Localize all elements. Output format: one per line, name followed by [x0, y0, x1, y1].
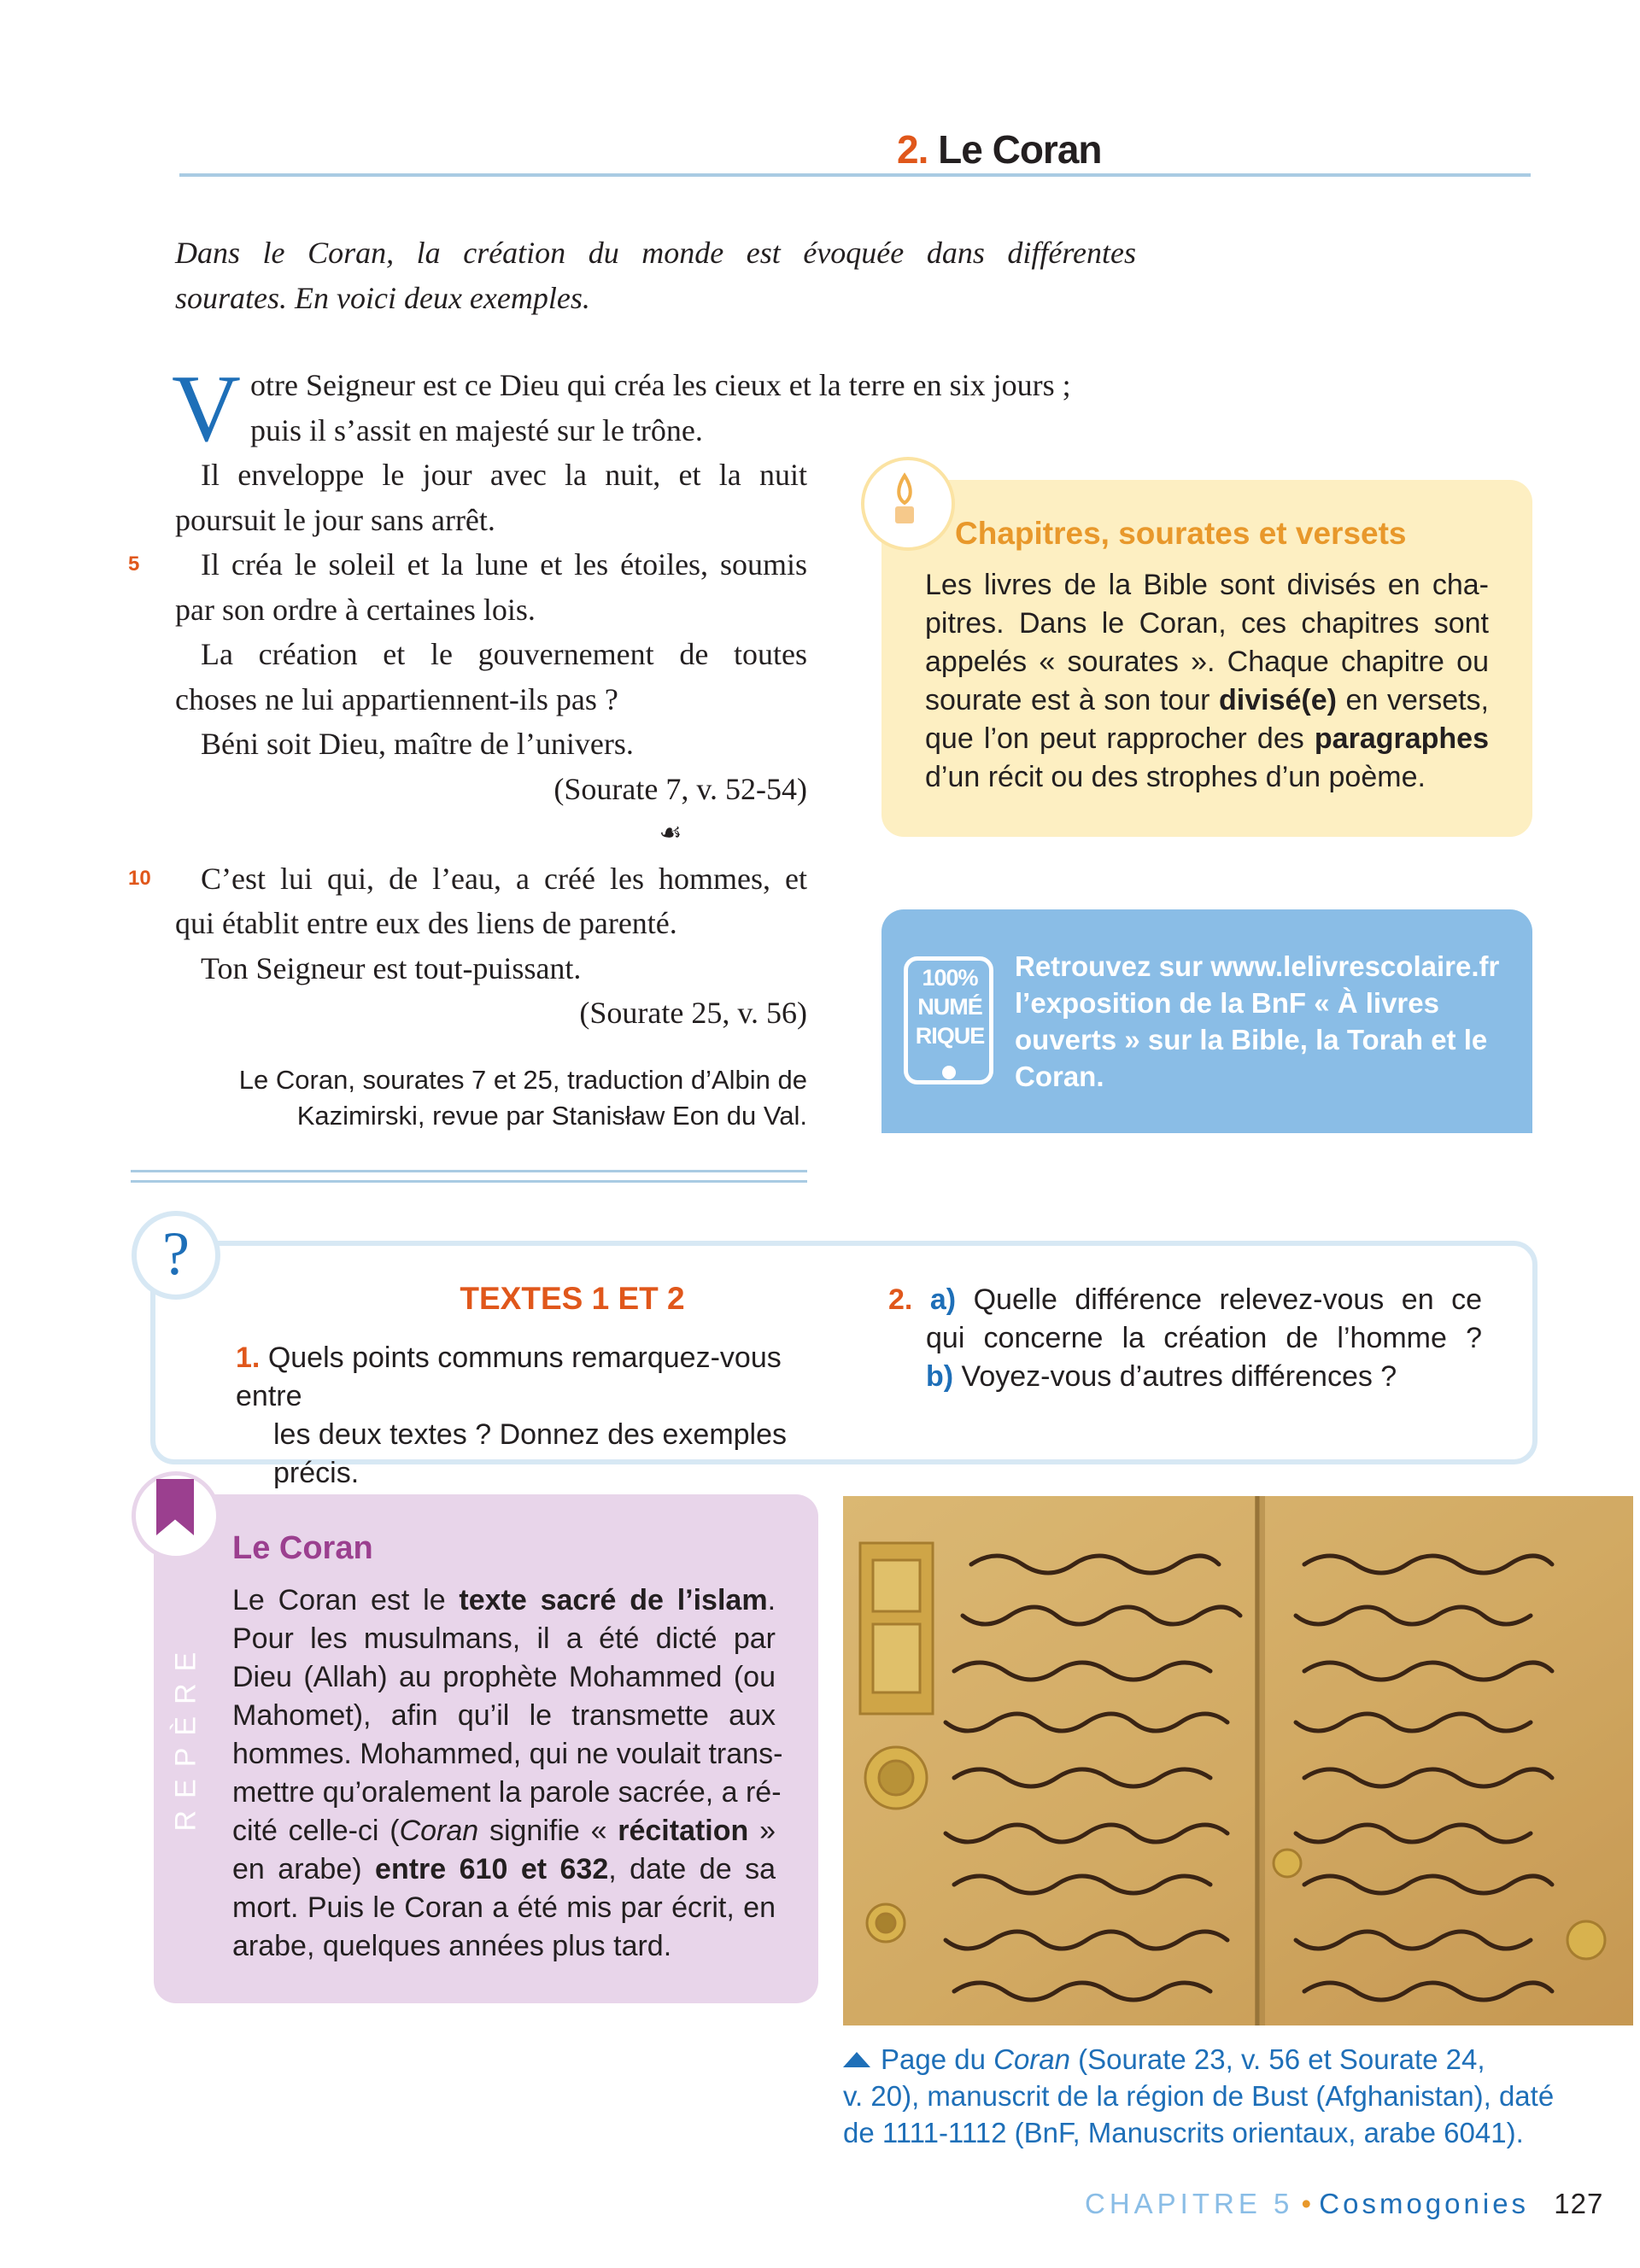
text-line: l’exposition de la BnF « À livres	[1015, 987, 1439, 1019]
manuscript-image	[843, 1496, 1633, 2025]
digital-box-text[interactable]	[1015, 948, 1510, 1095]
caption-line: de 1111-1112 (BnF, Manuscrits orientaux, arabe 6041).	[843, 2117, 1524, 2148]
poem-line: qui établit entre eux des liens de parenté.	[175, 906, 677, 940]
page-number: 127	[1554, 2188, 1604, 2219]
text-line: d’un récit ou des strophes d’un poème.	[925, 761, 1426, 793]
poem-reference: (Sourate 7, v. 52-54)	[554, 771, 807, 806]
question-number: 1.	[236, 1342, 261, 1374]
image-caption	[843, 2041, 1633, 2151]
text-line: arabe, quelques années plus tard.	[232, 1930, 672, 1962]
poem-line: par son ordre à certaines lois.	[175, 592, 536, 627]
info-box-title: Chapitres, sourates et versets	[955, 516, 1407, 551]
section-rule	[179, 173, 1531, 177]
footer-chapter: CHAPITRE 5	[1085, 2188, 1294, 2219]
info-badge	[861, 457, 955, 551]
question-1	[236, 1339, 851, 1493]
intro-line: Dans le Coran, la création du monde est évoquée dans différentes	[175, 236, 1136, 270]
text-line: Les livres de la Bible sont divisés en cha-	[925, 569, 1489, 601]
divider	[131, 1180, 807, 1183]
question-text: les deux textes ? Donnez des exemples précis.	[273, 1418, 788, 1489]
text-line: b) Voyez-vous d’autres différences ?	[926, 1360, 1397, 1393]
poem-line-text: C’est lui qui, de l’eau, a créé les hommes, et	[201, 861, 807, 896]
poem-line: Il enveloppe le jour avec la nuit, et la nuit	[201, 458, 807, 492]
text-line: mettre qu’oralement la parole sacrée, a ré-	[232, 1776, 782, 1809]
text-line: ouverts » sur la Bible, la Torah et le	[1015, 1024, 1488, 1055]
text-line: Coran.	[1015, 1061, 1104, 1092]
footer-chapter-name: Cosmogonies	[1319, 2188, 1530, 2219]
text-line: que l’on peut rapprocher des paragraphes	[925, 722, 1489, 755]
text-line: hommes. Mohammed, qui ne voulait trans-	[232, 1738, 783, 1770]
text-line: Le Coran est le texte sacré de l’islam.	[232, 1584, 776, 1616]
manuscript-illustration	[843, 1496, 1633, 2025]
question-2	[888, 1281, 1482, 1396]
question-text: Quels points communs remarquez-vous entre	[236, 1342, 782, 1412]
text-line: mort. Puis le Coran a été mis par écrit, en	[232, 1891, 776, 1924]
text-line: appelés « sourates ». Chaque chapitre ou	[925, 646, 1489, 678]
text-line: sourate est à son tour divisé(e) en versets,	[925, 684, 1489, 716]
phone-button-icon	[942, 1066, 956, 1079]
ornament-icon: ☙	[659, 819, 682, 847]
line-number: 10	[128, 866, 151, 890]
intro-line: sourates. En voici deux exemples.	[175, 281, 590, 315]
triangle-up-icon	[843, 2052, 870, 2067]
poem-line-text: Il créa le soleil et la lune et les étoiles, soumis	[201, 547, 807, 582]
section-title-text: Le Coran	[938, 127, 1102, 172]
text-line: en arabe) entre 610 et 632, date de sa	[232, 1853, 776, 1885]
repere-label: REPÈRE	[169, 1640, 202, 1832]
poem-line	[128, 856, 807, 902]
question-mark-icon: ?	[162, 1219, 190, 1288]
poem-line: choses ne lui appartiennent-ils pas ?	[175, 681, 618, 716]
text-line: 2. a) Quelle différence relevez-vous en ce	[888, 1283, 1482, 1316]
digital-badge: 100% NUMÉ RIQUE	[915, 965, 985, 1049]
caption-line: v. 20), manuscrit de la région de Bust (Afghanistan), daté	[843, 2080, 1555, 2112]
poem-line: puis il s’assit en majesté sur le trône.	[250, 412, 703, 447]
poem-reference: (Sourate 25, v. 56)	[579, 996, 807, 1030]
source-line: Le Coran, sourates 7 et 25, traduction d’Albin de	[238, 1065, 807, 1095]
source-citation	[175, 1062, 807, 1134]
text-line: Retrouvez sur www.lelivrescolaire.fr	[1015, 950, 1500, 982]
page-footer	[1085, 2188, 1604, 2220]
section-title	[897, 126, 1179, 172]
questions-heading: TEXTES 1 ET 2	[460, 1281, 685, 1316]
poem-line: La création et le gouvernement de toutes	[201, 637, 807, 671]
drop-cap: V	[172, 356, 241, 462]
source-line: Kazimirski, revue par Stanisław Eon du Val.	[296, 1101, 807, 1131]
poem-line: Ton Seigneur est tout-puissant.	[201, 950, 582, 985]
text-line: cité celle-ci (Coran signifie « récitation »	[232, 1815, 776, 1847]
repere-title: Le Coran	[232, 1530, 373, 1566]
poem-line: Béni soit Dieu, maître de l’univers.	[201, 727, 634, 761]
intro-text	[175, 231, 1136, 321]
candle-icon	[864, 460, 945, 541]
text-line: qui concerne la création de l’homme ?	[926, 1322, 1482, 1354]
repere-text	[232, 1581, 783, 1966]
info-box-text	[925, 566, 1489, 797]
text-line: Pour les musulmans, il a été dicté par	[232, 1622, 776, 1655]
footer-dot: •	[1301, 2188, 1312, 2219]
poem-line	[128, 542, 807, 587]
caption-line: Page du Coran (Sourate 23, v. 56 et Sourate 24,	[843, 2041, 1633, 2078]
poem-line: poursuit le jour sans arrêt.	[175, 502, 495, 537]
section-number: 2.	[897, 127, 928, 172]
poem-line: otre Seigneur est ce Dieu qui créa les cieux et la terre en six jours ;	[250, 368, 1071, 402]
text-line: Dieu (Allah) au prophète Mohammed (ou	[232, 1661, 776, 1693]
line-number: 5	[128, 552, 140, 576]
text-line: Mahomet), afin qu’il le transmette aux	[232, 1699, 776, 1732]
text-line: pitres. Dans le Coran, ces chapitres sont	[925, 607, 1489, 640]
divider	[131, 1170, 807, 1172]
